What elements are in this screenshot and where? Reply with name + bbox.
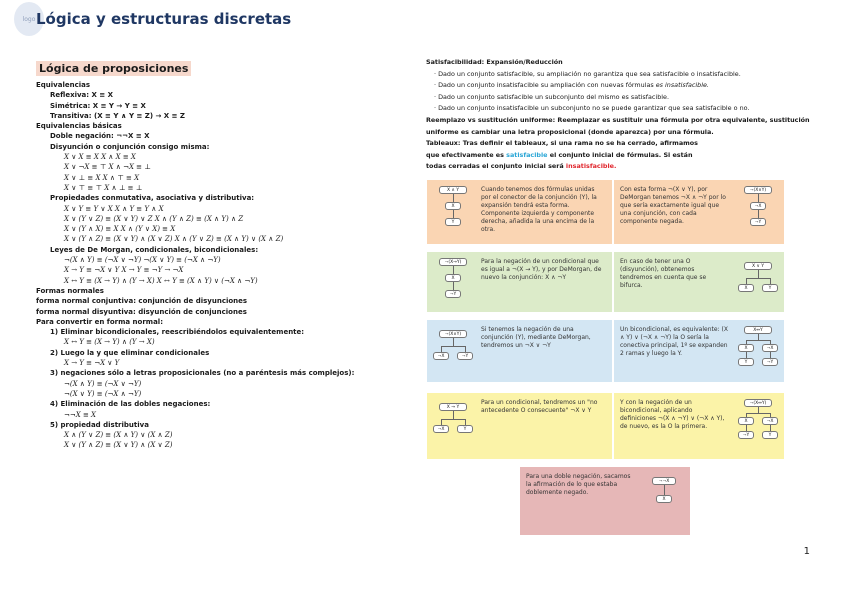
formula-node: X	[445, 274, 461, 282]
left-line: Equivalencias	[36, 81, 91, 89]
satisfacible-word: satisfacible	[506, 150, 548, 159]
tree-edge	[746, 278, 770, 279]
reemplazo-line-2: uniforme es cambiar una letra proposicional (donde aparezca) por una fórmula.	[426, 127, 714, 136]
left-line: Doble negación: ¬¬X ≡ X	[50, 132, 150, 141]
formula-node: ¬¬X	[652, 477, 676, 485]
formula-node: Y	[445, 218, 461, 226]
right-column	[426, 57, 826, 173]
tableau-card	[614, 320, 784, 382]
left-line: X ∨ (Y ∧ Z) ≡ (X ∨ Y) ∧ (X ∨ Z) X ∧ (Y ∨ Z) ≡ (X ∧ Y) ∨ (X ∧ Z)	[64, 235, 284, 244]
tableau-card	[614, 393, 784, 459]
reemplazo-line-1: Reemplazo vs sustitución uniforme: Reemplazar es sustituir una fórmula por otra equivalente, sustitución	[426, 115, 810, 124]
tableau-diagram	[431, 324, 475, 378]
formula-node: Y	[762, 284, 778, 292]
left-line: Reflexiva: X ≡ X	[50, 91, 114, 100]
formula-node: ¬(X∧Y)	[439, 330, 467, 338]
tableau-diagram	[736, 397, 780, 455]
tree-edge	[746, 340, 770, 341]
tree-edge	[441, 346, 465, 347]
formula-node: ¬Y	[738, 431, 754, 439]
left-line: 5) propiedad distributiva	[50, 420, 149, 429]
left-line: Formas normales	[36, 286, 104, 295]
left-line: X ∨ (Y ∨ Z) ≡ (X ∨ Y) ∨ Z X ∧ (Y ∧ Z) ≡ (X ∧ Y) ∧ Z	[64, 214, 244, 223]
bullet-2-emph: es insatisfacible.	[655, 81, 709, 90]
left-line: X ∨ ⊤ ≡ ⊤ X ∧ ⊥ ≡ ⊥	[64, 183, 143, 192]
left-line: X ↔ Y ≡ (X → Y) ∧ (Y → X) X ↔ Y ≡ (X ∧ Y) ∨ (¬X ∧ ¬Y)	[64, 276, 258, 285]
tree-edge	[746, 413, 770, 414]
left-line: forma normal conjuntiva: conjunción de disyunciones	[36, 297, 248, 306]
tableaux-line-2	[426, 150, 826, 162]
tree-edge	[758, 210, 759, 218]
tableau-diagram	[431, 184, 475, 240]
tableau-card-text: Para un condicional, tendremos un "no antecedente O consecuente" ¬X ∨ Y	[481, 399, 598, 414]
left-line: X ∨ (Y ∧ X) ≡ X X ∧ (Y ∨ X) ≡ X	[64, 225, 176, 234]
tableau-card-text: Para la negación de un condicional que es igual a ¬(X → Y), y por DeMorgan, de nuevo la conjunción: X ∧ ¬Y	[481, 258, 602, 281]
tree-edge	[453, 411, 454, 419]
formula-node: X	[738, 284, 754, 292]
formula-node: ¬X	[762, 417, 778, 425]
tree-edge	[441, 419, 465, 420]
tableau-card-text: Para una doble negación, sacamos la afirmación de lo que estaba doblemente negado.	[526, 473, 631, 496]
tree-edge	[453, 338, 454, 346]
left-line: Propiedades conmutativa, asociativa y distributiva:	[50, 194, 255, 203]
left-line: 4) Eliminación de las dobles negaciones:	[50, 400, 211, 409]
formula-node: X → Y	[439, 403, 467, 411]
tableau-card	[427, 252, 612, 312]
tree-edge	[758, 194, 759, 202]
left-line: Equivalencias básicas	[36, 122, 122, 131]
tableau-card-text: Con esta forma ¬(X ∨ Y), por DeMorgan tenemos ¬X ∧ ¬Y por lo que sería exactamente igual que una conjunción, con cada componente negada.	[620, 186, 726, 225]
tableau-diagram	[431, 256, 475, 308]
left-line: Simétrica: X ≡ Y → Y ≡ X	[50, 101, 146, 110]
left-line: ¬¬X ≡ X	[64, 410, 97, 419]
tableau-card-text: Un bicondicional, es equivalente: (X ∧ Y) ∨ (¬X ∧ ¬Y) la O sería la conectiva principal, 1º se expanden 2 ramas y luego la Y.	[620, 326, 728, 357]
tableau-card	[427, 320, 612, 382]
document-title: Lógica y estructuras discretas	[36, 10, 292, 28]
left-line: 1) Eliminar bicondicionales, reescribiéndolos equivalentemente:	[50, 328, 305, 337]
tableaux-line-3	[426, 161, 826, 173]
tableau-diagram	[736, 184, 780, 240]
left-column	[36, 57, 416, 451]
tableau-diagram	[642, 471, 686, 531]
left-line: ¬(X ∨ Y) ≡ (¬X ∧ ¬Y)	[64, 389, 142, 398]
formula-node: ¬(X∨Y)	[744, 186, 772, 194]
formula-node: ¬(X↔Y)	[744, 399, 772, 407]
tableau-diagram	[431, 397, 475, 455]
left-line: Leyes de De Morgan, condicionales, bicondicionales:	[50, 245, 259, 254]
bullet-4-text: Dado un conjunto insatisfacible un subconjunto no se puede garantizar que sea satisfacible o no.	[438, 104, 750, 113]
left-line: X → Y ≡ ¬X ∨ Y X → Y ≡ ¬Y → ¬X	[64, 266, 184, 275]
insatisfacible-word: insatisfacible.	[565, 162, 617, 171]
left-line: X ∨ (Y ∧ Z) ≡ (X ∨ Y) ∧ (X ∨ Z)	[64, 441, 173, 450]
formula-node: Y	[738, 358, 754, 366]
formula-node: ¬Y	[457, 352, 473, 360]
left-line: X → Y ≡ ¬X ∨ Y	[64, 359, 120, 368]
tableau-diagram	[736, 256, 780, 308]
tableau-card	[614, 180, 784, 244]
tableau-card	[427, 393, 612, 459]
left-line: ¬(X ∧ Y) ≡ (¬X ∨ ¬Y)	[64, 379, 142, 388]
left-line: X ↔ Y ≡ (X → Y) ∧ (Y → X)	[64, 338, 155, 347]
tableau-card	[520, 467, 690, 535]
left-line: X ∨ ¬X ≡ ⊤ X ∧ ¬X ≡ ⊥	[64, 163, 151, 172]
tableau-card-text: Cuando tenemos dos fórmulas unidas por el conector de la conjunción (Y), la expansión tendrá esta forma. Componente izquierda y componente derecha, añadida la una encima de la otra.	[481, 186, 597, 233]
left-line: 3) negaciones sólo a letras proposicionales (no a paréntesis más complejos):	[50, 369, 355, 378]
left-line: X ∨ ⊥ ≡ X X ∧ ⊤ ≡ X	[64, 173, 140, 182]
formula-node: X	[738, 344, 754, 352]
tableau-card-text: En caso de tener una O (disyunción), obtenemos tendremos en cuenta que se bifurca.	[620, 258, 707, 289]
satisfacibilidad-heading: Satisfacibilidad: Expansión/Reducción	[426, 58, 563, 66]
formula-node: ¬X	[433, 352, 449, 360]
formula-node: ¬Y	[445, 290, 461, 298]
tableau-card	[614, 252, 784, 312]
formula-node: X↔Y	[744, 326, 772, 334]
tree-edge	[664, 485, 665, 495]
left-line: X ∨ Y ≡ Y ∨ X X ∧ Y ≡ Y ∧ X	[64, 204, 164, 213]
formula-node: X	[656, 495, 672, 503]
tableaux-3a: todas cerradas el conjunto inicial será	[426, 162, 566, 171]
bullet-1-text: Dado un conjunto satisfacible, su ampliación no garantiza que sea satisfacible o insatisfacible.	[438, 69, 741, 78]
formula-node: X ∨ Y	[744, 262, 772, 270]
left-line: Para convertir en forma normal:	[36, 317, 164, 326]
formula-node: ¬X	[762, 344, 778, 352]
tree-edge	[453, 210, 454, 218]
tableau-card	[427, 180, 612, 244]
formula-node: Y	[762, 431, 778, 439]
tableaux-2a: que efectivamente es	[426, 150, 507, 159]
formula-node: ¬(X→Y)	[439, 258, 467, 266]
tree-edge	[453, 266, 454, 274]
left-line: forma normal disyuntiva: disyunción de conjunciones	[36, 307, 247, 316]
tableaux-line-1: Tableaux: Tras definir el tableaux, si una rama no se ha cerrado, afirmamos	[426, 139, 698, 148]
logo-text: logo	[22, 15, 36, 23]
page-number: 1	[803, 546, 810, 557]
formula-node: ¬Y	[762, 358, 778, 366]
section-heading-proposiciones: Lógica de proposiciones	[36, 61, 191, 76]
formula-node: X	[738, 417, 754, 425]
tableau-diagram	[736, 324, 780, 378]
formula-node: ¬X	[750, 202, 766, 210]
formula-node: Y	[457, 425, 473, 433]
left-line: Disyunción o conjunción consigo misma:	[50, 142, 210, 151]
tableau-card-text: Y con la negación de un bicondicional, aplicando definiciones ¬(X ∧ ¬Y) ∨ (¬X ∧ Y), de nuevo, es la O la primera.	[620, 399, 725, 430]
tree-edge	[453, 282, 454, 290]
formula-node: ¬Y	[750, 218, 766, 226]
tableau-card-text: Si tenemos la negación de una conjunción (Y), mediante DeMorgan, tendremos un ¬X ∨ ¬Y	[481, 326, 591, 349]
bullet-3: · Dado un conjunto satisfacible un subconjunto del mismo es satisfacible.	[434, 92, 670, 101]
bullet-1: · Dado un conjunto satisfacible, su ampliación no garantiza que sea satisfacible o insatisfacible.	[434, 69, 741, 78]
equivalences-list	[36, 80, 416, 451]
left-line: X ∨ X ≡ X X ∧ X ≡ X	[64, 153, 136, 162]
formula-node: X ∧ Y	[439, 186, 467, 194]
bullet-3-text: Dado un conjunto satisfacible un subconjunto del mismo es satisfacible.	[438, 92, 670, 101]
bullet-4: · Dado un conjunto insatisfacible un subconjunto no se puede garantizar que sea satisfacible o no.	[434, 104, 750, 113]
tree-edge	[453, 194, 454, 202]
left-line: 2) Luego la y que eliminar condicionales	[50, 348, 210, 357]
left-line: Transitiva: (X ≡ Y ∧ Y ≡ Z) → X ≡ Z	[50, 111, 185, 120]
tableaux-2c: el conjunto inicial de fórmulas. Si están	[547, 150, 693, 159]
bullet-2: · Dado un conjunto insatisfacible su ampliación con nuevas fórmulas es insatisfacible.	[434, 81, 709, 90]
formula-node: ¬X	[433, 425, 449, 433]
left-line: X ∧ (Y ∨ Z) ≡ (X ∧ Y) ∨ (X ∧ Z)	[64, 431, 173, 440]
tree-edge	[758, 270, 759, 278]
formula-node: X	[445, 202, 461, 210]
left-line: ¬(X ∧ Y) ≡ (¬X ∨ ¬Y) ¬(X ∨ Y) ≡ (¬X ∧ ¬Y)	[64, 256, 221, 265]
bullet-2-text: Dado un conjunto insatisfacible su ampliación con nuevas fórmulas	[438, 81, 656, 90]
